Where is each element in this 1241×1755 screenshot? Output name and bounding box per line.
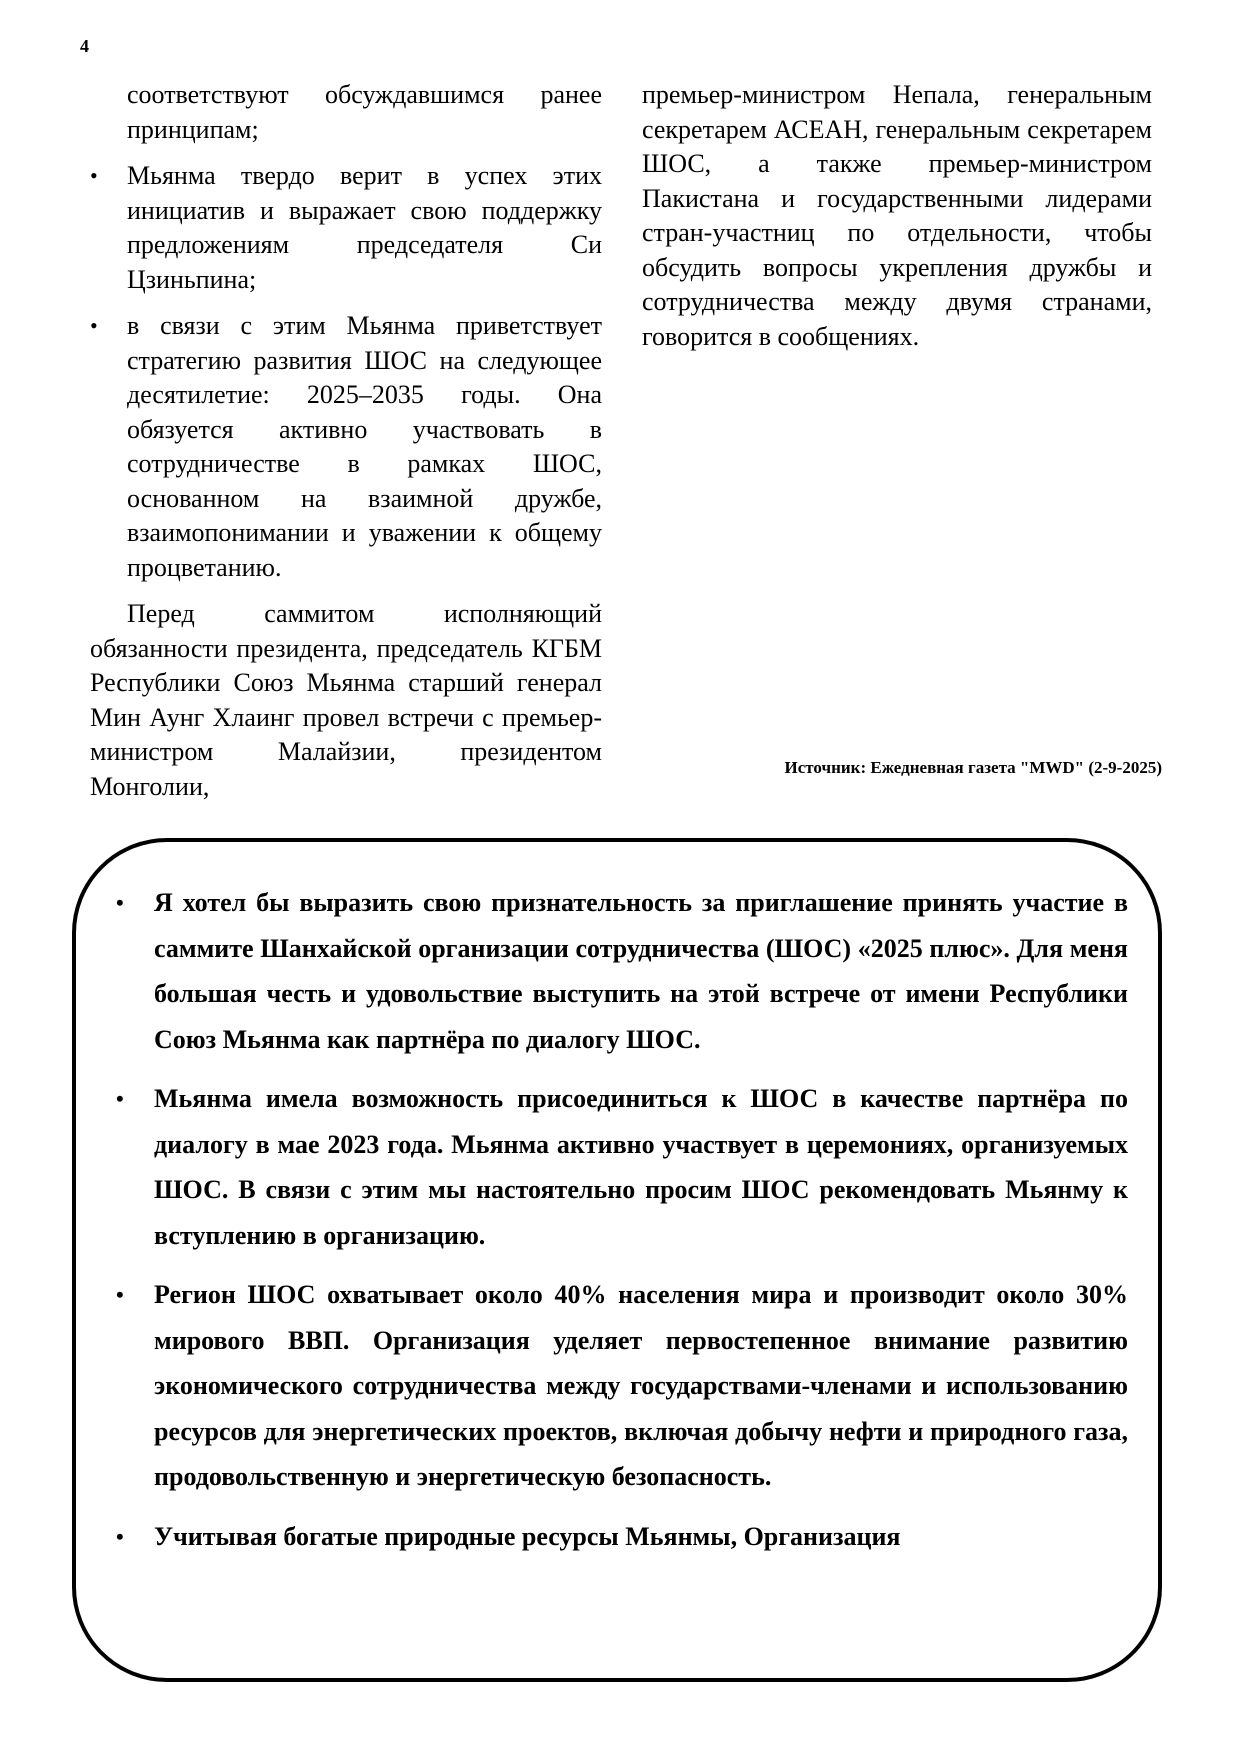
- left-column: [90, 78, 602, 804]
- list-item: • Мьянма имела возможность присоединиться к ШОС в качестве партнёра по диалогу в мае 2023 года. Мьянма активно участвует в церемониях, организуемых ШОС. В связи с этим мы настоятельно просим ШОС рекомендовать Мьянму к вступлению в организацию.: [154, 1076, 1128, 1258]
- continued-bullet-text: соответствуют обсуждавшимся ранее принципам;: [127, 80, 602, 144]
- list-item: • Мьянма твердо верит в успех этих инициатив и выражает свою поддержку предложениям председателя Си Цзиньпина;: [90, 159, 602, 297]
- box-bullet-list: [154, 880, 1128, 1573]
- left-bullet-list: [90, 159, 602, 585]
- speech-highlight-box: [72, 838, 1162, 1682]
- body-paragraph: премьер-министром Непала, генеральным секретарем АСЕАН, генеральным секретарем ШОС, а также премьер-министром Пакистана и государственными лидерами стран-участниц по отдельности, чтобы обсудить вопросы укрепления дружбы и сотрудничества между двумя странами, говорится в сообщениях.: [642, 80, 1152, 351]
- list-item: • Учитывая богатые природные ресурсы Мьянмы, Организация: [154, 1514, 1128, 1560]
- page-number: 4: [80, 36, 89, 56]
- right-column: [642, 78, 1152, 354]
- body-paragraph: Перед саммитом исполняющий обязанности президента, председатель КГБМ Республики Союз Мьянма старший генерал Мин Аунг Хлаинг провел встречи с премьер-министром Малайзии, президентом Монголии,: [90, 599, 602, 801]
- source-citation: Источник: Ежедневная газета "MWD" (2-9-2025): [784, 758, 1162, 777]
- list-item: • Я хотел бы выразить свою признательность за приглашение принять участие в саммите Шанхайской организации сотрудничества (ШОС) «2025 плюс». Для меня большая честь и удовольствие выступить на этой встрече от имени Республики Союз Мьянма как партнёра по диалогу ШОС.: [154, 880, 1128, 1062]
- list-item: • в связи с этим Мьянма приветствует стратегию развития ШОС на следующее десятилетие: 2025–2035 годы. Она обязуется активно участвовать в сотрудничестве в рамках ШОС, основанном на взаимной дружбе, взаимопонимании и уважении к общему процветанию.: [90, 309, 602, 585]
- list-item: • Регион ШОС охватывает около 40% населения мира и производит около 30% мирового ВВП. Организация уделяет первостепенное внимание развитию экономического сотрудничества между государствами-членами и использованию ресурсов для энергетических проектов, включая добычу нефти и природного газа, продовольственную и энергетическую безопасность.: [154, 1272, 1128, 1500]
